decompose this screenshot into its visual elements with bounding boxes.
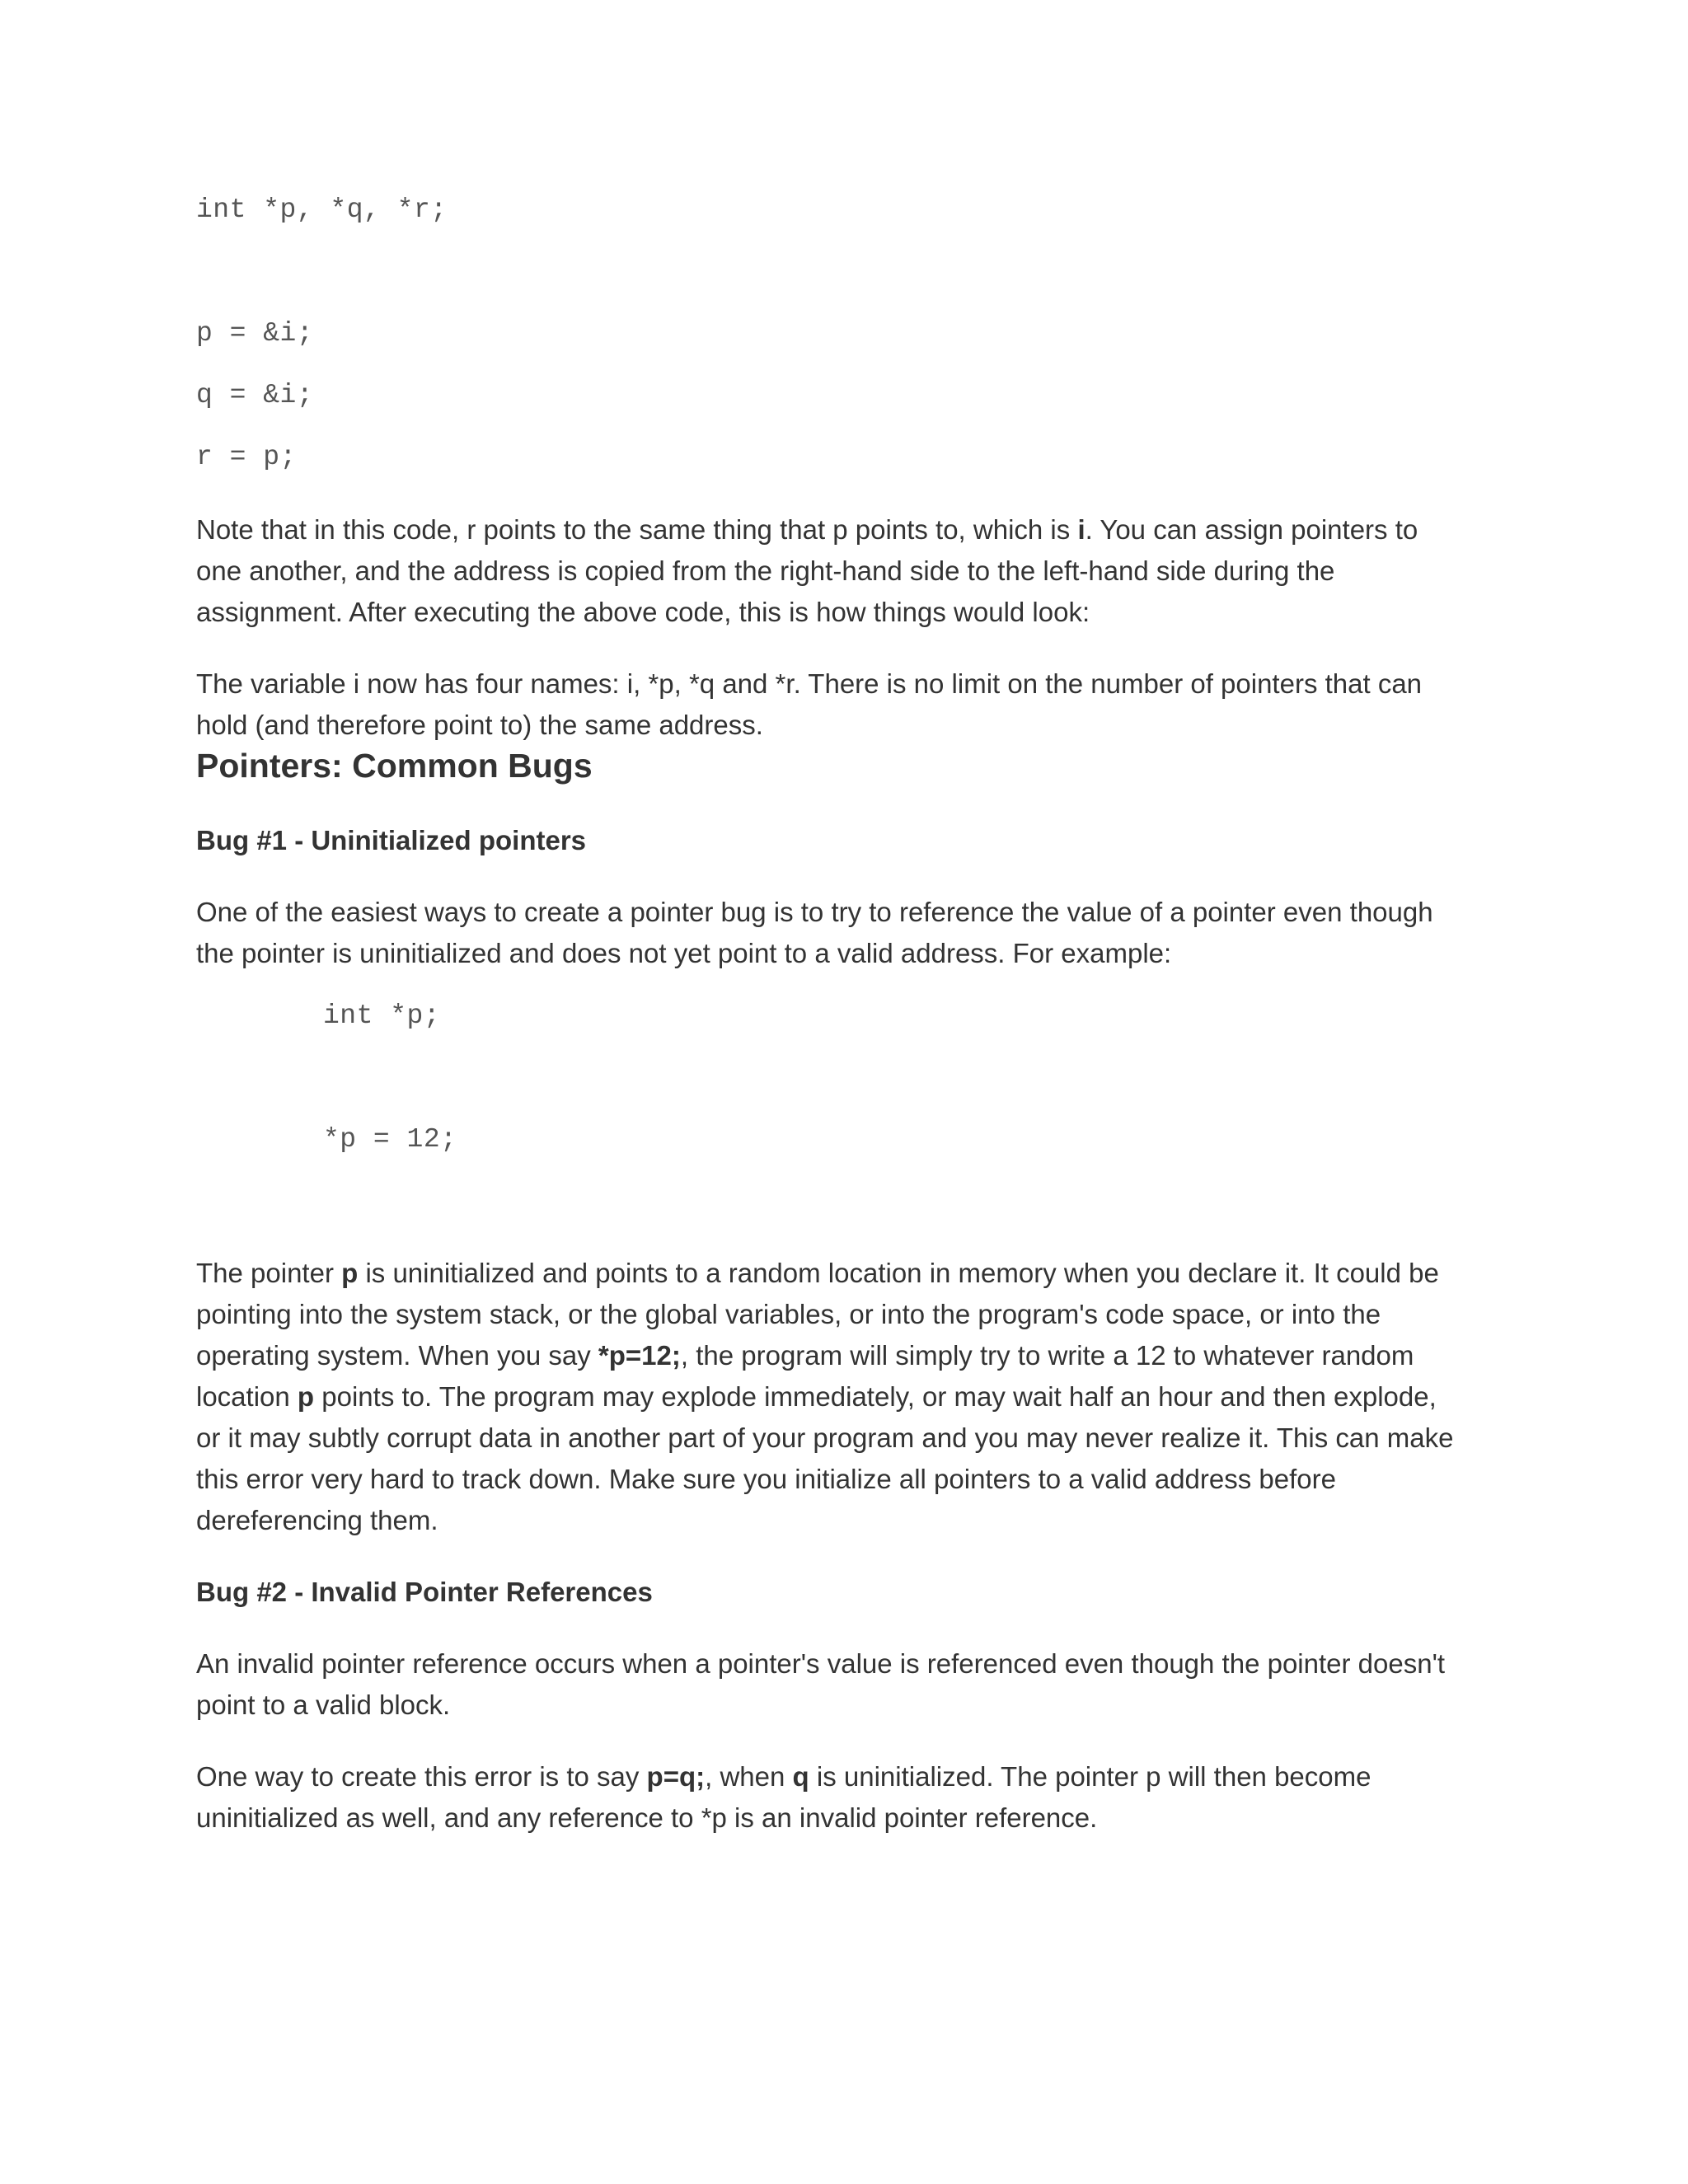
bug1-heading: Bug #1 - Uninitialized pointers <box>196 825 587 855</box>
note-text-a: Note that in this code, r points to the same thing that p points to, which is <box>196 514 1078 545</box>
section-title: Pointers: Common Bugs <box>196 747 593 785</box>
names-paragraph-line-2: hold (and therefore point to) the same address. <box>196 710 763 740</box>
bug1-explain-line-2: pointing into the system stack, or the global variables, or into the program's code space, or into the <box>196 1299 1381 1329</box>
names-paragraph-line-1: The variable i now has four names: i, *p, *q and *r. There is no limit on the number of pointers that can <box>196 668 1423 699</box>
bug2-para2-text-c: is uninitialized. The pointer p will then become <box>809 1761 1372 1792</box>
bug1-explain3-text-b: , the program will simply try to write a 12 to whatever random <box>680 1340 1414 1371</box>
code-assign-q-line: q = &i; <box>196 380 314 410</box>
bug2-para1-line-2: point to a valid block. <box>196 1690 451 1720</box>
bug1-intro-line-2: the pointer is uninitialized and does not yet point to a valid address. For example: <box>196 938 1172 968</box>
code-assign-p-line: p = &i; <box>196 318 314 349</box>
note-paragraph-line-1 <box>196 514 1418 546</box>
bug1-intro-line-1: One of the easiest ways to create a pointer bug is to try to reference the value of a pointer even though <box>196 897 1433 927</box>
bug2-para2-line-1 <box>196 1761 1371 1793</box>
bug1-code-declare-line: int *p; <box>323 1001 441 1031</box>
note-bold-i: i <box>1077 514 1085 545</box>
bug2-para2-text-a: One way to create this error is to say <box>196 1761 647 1792</box>
bug2-para2-bold-q: q <box>792 1761 809 1792</box>
bug1-explain-bold-p: p <box>341 1258 359 1288</box>
bug1-explain4-text-b: points to. The program may explode immediately, or may wait half an hour and then explode, <box>314 1381 1437 1412</box>
bug1-explain-line-3 <box>196 1340 1414 1371</box>
note-text-b: . You can assign pointers to <box>1085 514 1418 545</box>
bug1-explain4-text-a: location <box>196 1381 298 1412</box>
bug2-heading: Bug #2 - Invalid Pointer References <box>196 1577 653 1607</box>
note-paragraph-line-3: assignment. After executing the above code, this is how things would look: <box>196 597 1090 627</box>
bug1-explain4-bold: p <box>297 1381 315 1412</box>
bug2-para1-line-1: An invalid pointer reference occurs when a pointer's value is referenced even though the pointer doesn't <box>196 1648 1446 1679</box>
bug1-explain3-text-a: operating system. When you say <box>196 1340 598 1371</box>
code-assign-r-line: r = p; <box>196 442 297 472</box>
code-declaration-line: int *p, *q, *r; <box>196 194 448 225</box>
bug1-explain-line-1 <box>196 1258 1439 1289</box>
bug1-explain3-bold: *p=12; <box>598 1340 681 1371</box>
bug1-code-assign-line: *p = 12; <box>323 1124 457 1155</box>
bug2-para2-line-2: uninitialized as well, and any reference to *p is an invalid pointer reference. <box>196 1802 1098 1833</box>
bug2-para2-bold-pq: p=q; <box>646 1761 706 1792</box>
bug1-explain-line-7: dereferencing them. <box>196 1505 438 1535</box>
bug1-explain-line-4 <box>196 1381 1437 1413</box>
note-paragraph-line-2: one another, and the address is copied from the right-hand side to the left-hand side during the <box>196 555 1335 586</box>
bug1-explain-line-6: this error very hard to track down. Make sure you initialize all pointers to a valid address before <box>196 1464 1336 1494</box>
bug1-explain-line-5: or it may subtly corrupt data in another part of your program and you may never realize it. This can make <box>196 1422 1454 1453</box>
bug2-para2-text-b: , when <box>705 1761 793 1792</box>
bug1-explain-text-b: is uninitialized and points to a random location in memory when you declare it. It could be <box>358 1258 1439 1288</box>
bug1-explain-text-a: The pointer <box>196 1258 342 1288</box>
